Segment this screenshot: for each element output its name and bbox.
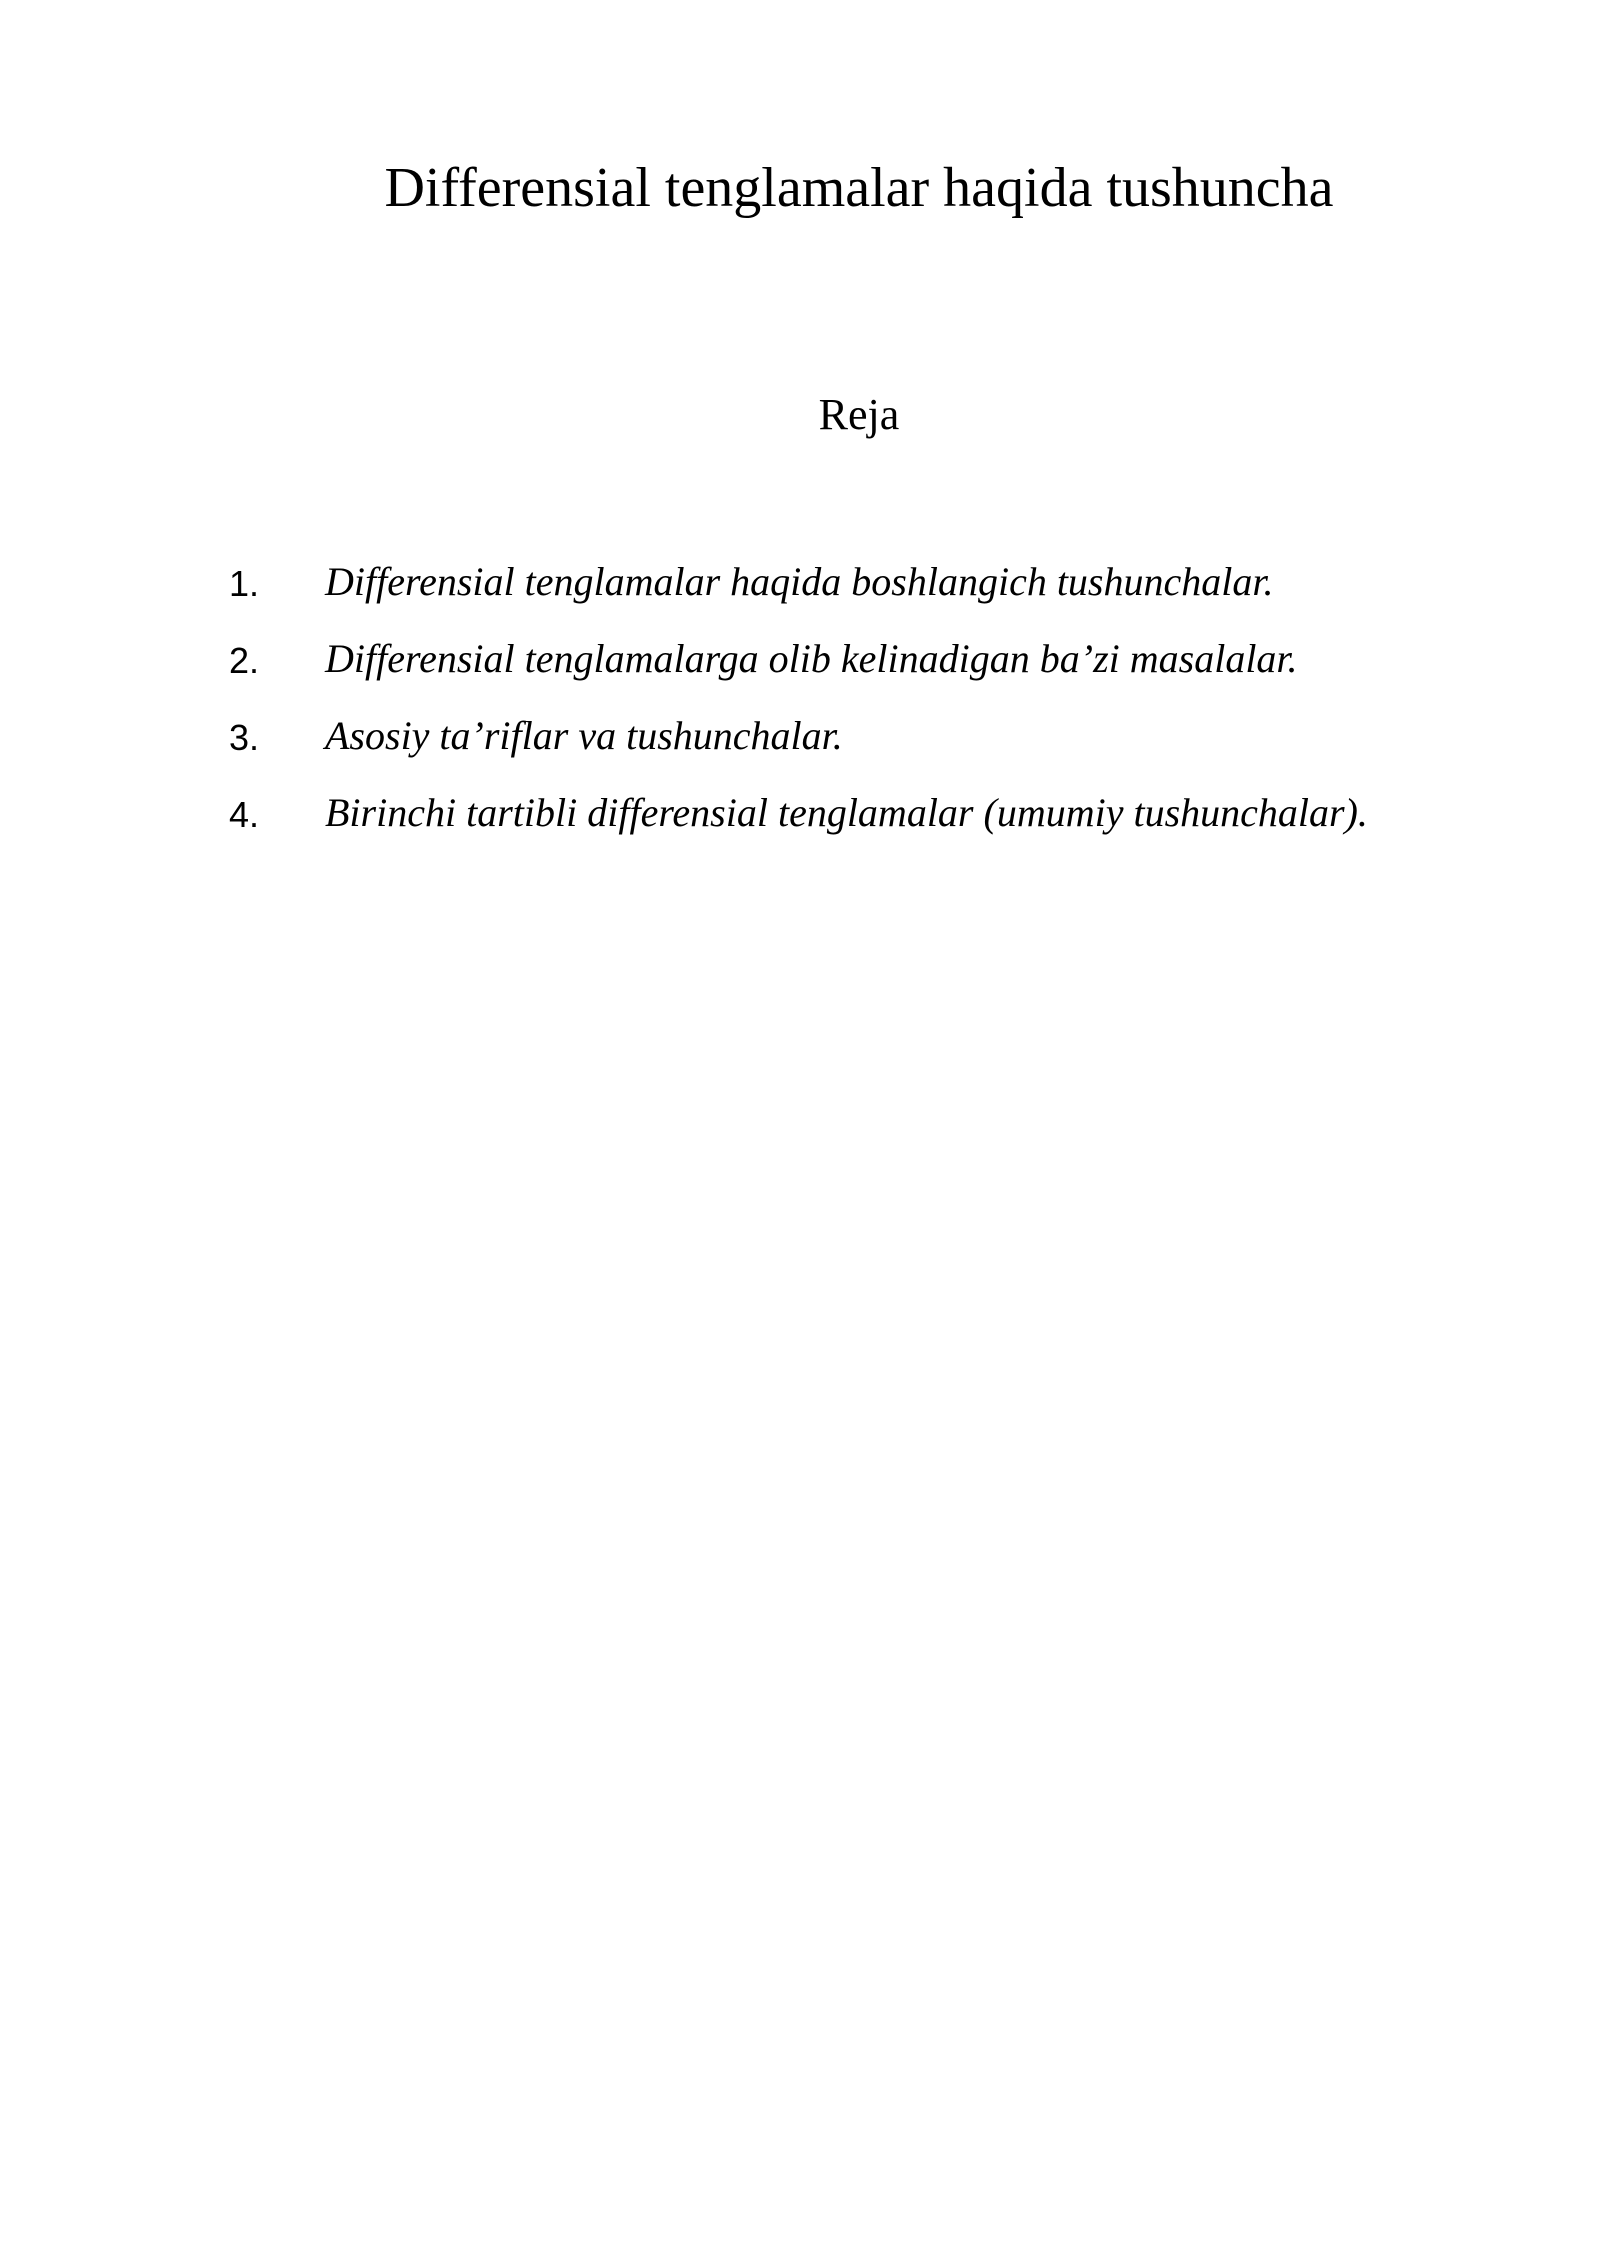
plan-item-number: 3.	[229, 717, 260, 758]
plan-item	[0, 629, 1600, 706]
plan-item-text: Differensial tenglamalar haqida boshlangich tushunchalar.	[325, 559, 1274, 604]
plan-item	[0, 552, 1600, 629]
plan-item-text: Asosiy ta’riflar va tushunchalar.	[325, 713, 843, 758]
plan-item-text: Differensial tenglamalarga olib kelinadigan ba’zi masalalar.	[325, 636, 1298, 681]
plan-item	[0, 783, 1600, 860]
plan-item-number: 1.	[229, 563, 260, 604]
plan-heading: Reja	[818, 390, 900, 439]
plan-list	[0, 552, 1600, 860]
plan-item	[0, 706, 1600, 783]
plan-item-number: 4.	[229, 794, 260, 835]
plan-item-number: 2.	[229, 640, 260, 681]
plan-item-text: Birinchi tartibli differensial tenglamalar (umumiy tushunchalar).	[325, 790, 1368, 835]
document-title: Differensial tenglamalar haqida tushuncha	[384, 157, 1334, 219]
